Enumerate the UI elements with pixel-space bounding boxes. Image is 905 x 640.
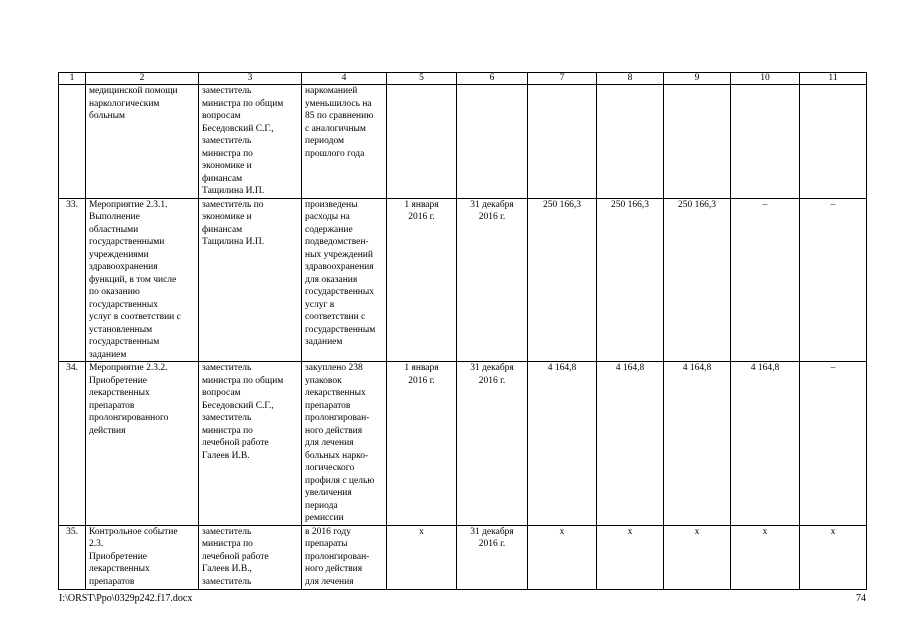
- page-number: 74: [856, 593, 866, 604]
- footer-file-path: I:\ORST\Ppo\0329p242.f17.docx: [59, 593, 193, 604]
- value-cell: 250 166,3: [597, 198, 664, 362]
- value-cell: x: [664, 525, 731, 589]
- column-number: 7: [528, 73, 597, 85]
- value-cell: [528, 85, 597, 199]
- row-number: 35.: [59, 525, 86, 589]
- end-date-cell: 31 декабря 2016 г.: [457, 198, 528, 362]
- value-cell: [664, 85, 731, 199]
- value-cell: x: [597, 525, 664, 589]
- table-row: [59, 525, 867, 589]
- value-cell: [597, 85, 664, 199]
- plan-table: [58, 72, 867, 590]
- result-cell: произведены расходы на содержание подведомствен- ных учреждений здравоохранения для оказания государственных услуг в соответствии с государственным заданием: [302, 198, 387, 362]
- column-number: 10: [731, 73, 800, 85]
- end-date-cell: [457, 85, 528, 199]
- column-number: 5: [387, 73, 457, 85]
- value-cell: –: [731, 198, 800, 362]
- row-number: 34.: [59, 362, 86, 526]
- value-cell: x: [800, 525, 867, 589]
- table-row: [59, 85, 867, 199]
- value-cell: 4 164,8: [664, 362, 731, 526]
- row-number: 33.: [59, 198, 86, 362]
- value-cell: 250 166,3: [528, 198, 597, 362]
- result-cell: закуплено 238 упаковок лекарственных препаратов пролонгирован- ного действия для лечения больных нарко- логического профиля с целью увеличения периода ремиссии: [302, 362, 387, 526]
- responsible-cell: заместитель министра по общим вопросам Беседовский С.Г., заместитель министра по экономике и финансам Тащилина И.П.: [199, 85, 302, 199]
- value-cell: –: [800, 198, 867, 362]
- value-cell: 4 164,8: [528, 362, 597, 526]
- column-number: 2: [86, 73, 199, 85]
- table-row: [59, 362, 867, 526]
- responsible-cell: заместитель министра по общим вопросам Беседовский С.Г., заместитель министра по лечебной работе Галеев И.В.: [199, 362, 302, 526]
- column-number: 8: [597, 73, 664, 85]
- responsible-cell: заместитель по экономике и финансам Тащилина И.П.: [199, 198, 302, 362]
- column-number-row: [59, 73, 867, 85]
- start-date-cell: 1 января 2016 г.: [387, 198, 457, 362]
- measure-cell: медицинской помощи наркологическим больным: [86, 85, 199, 199]
- value-cell: x: [731, 525, 800, 589]
- result-cell: наркоманией уменьшилось на 85 по сравнению с аналогичным периодом прошлого года: [302, 85, 387, 199]
- column-number: 3: [199, 73, 302, 85]
- value-cell: 4 164,8: [731, 362, 800, 526]
- value-cell: 250 166,3: [664, 198, 731, 362]
- value-cell: 4 164,8: [597, 362, 664, 526]
- start-date-cell: 1 января 2016 г.: [387, 362, 457, 526]
- measure-cell: Мероприятие 2.3.1. Выполнение областными государственными учреждениями здравоохранения функций, в том числе по оказанию государственных услуг в соответствии с установленным государственным заданием: [86, 198, 199, 362]
- value-cell: –: [800, 362, 867, 526]
- column-number: 1: [59, 73, 86, 85]
- row-number: [59, 85, 86, 199]
- end-date-cell: 31 декабря 2016 г.: [457, 525, 528, 589]
- column-number: 9: [664, 73, 731, 85]
- column-number: 6: [457, 73, 528, 85]
- start-date-cell: x: [387, 525, 457, 589]
- end-date-cell: 31 декабря 2016 г.: [457, 362, 528, 526]
- column-number: 11: [800, 73, 867, 85]
- start-date-cell: [387, 85, 457, 199]
- value-cell: [800, 85, 867, 199]
- table-row: [59, 198, 867, 362]
- result-cell: в 2016 году препараты пролонгирован- ного действия для лечения: [302, 525, 387, 589]
- measure-cell: Контрольное событие 2.3. Приобретение лекарственных препаратов: [86, 525, 199, 589]
- value-cell: [731, 85, 800, 199]
- value-cell: x: [528, 525, 597, 589]
- column-number: 4: [302, 73, 387, 85]
- measure-cell: Мероприятие 2.3.2. Приобретение лекарственных препаратов пролонгированного действия: [86, 362, 199, 526]
- responsible-cell: заместитель министра по лечебной работе Галеев И.В., заместитель: [199, 525, 302, 589]
